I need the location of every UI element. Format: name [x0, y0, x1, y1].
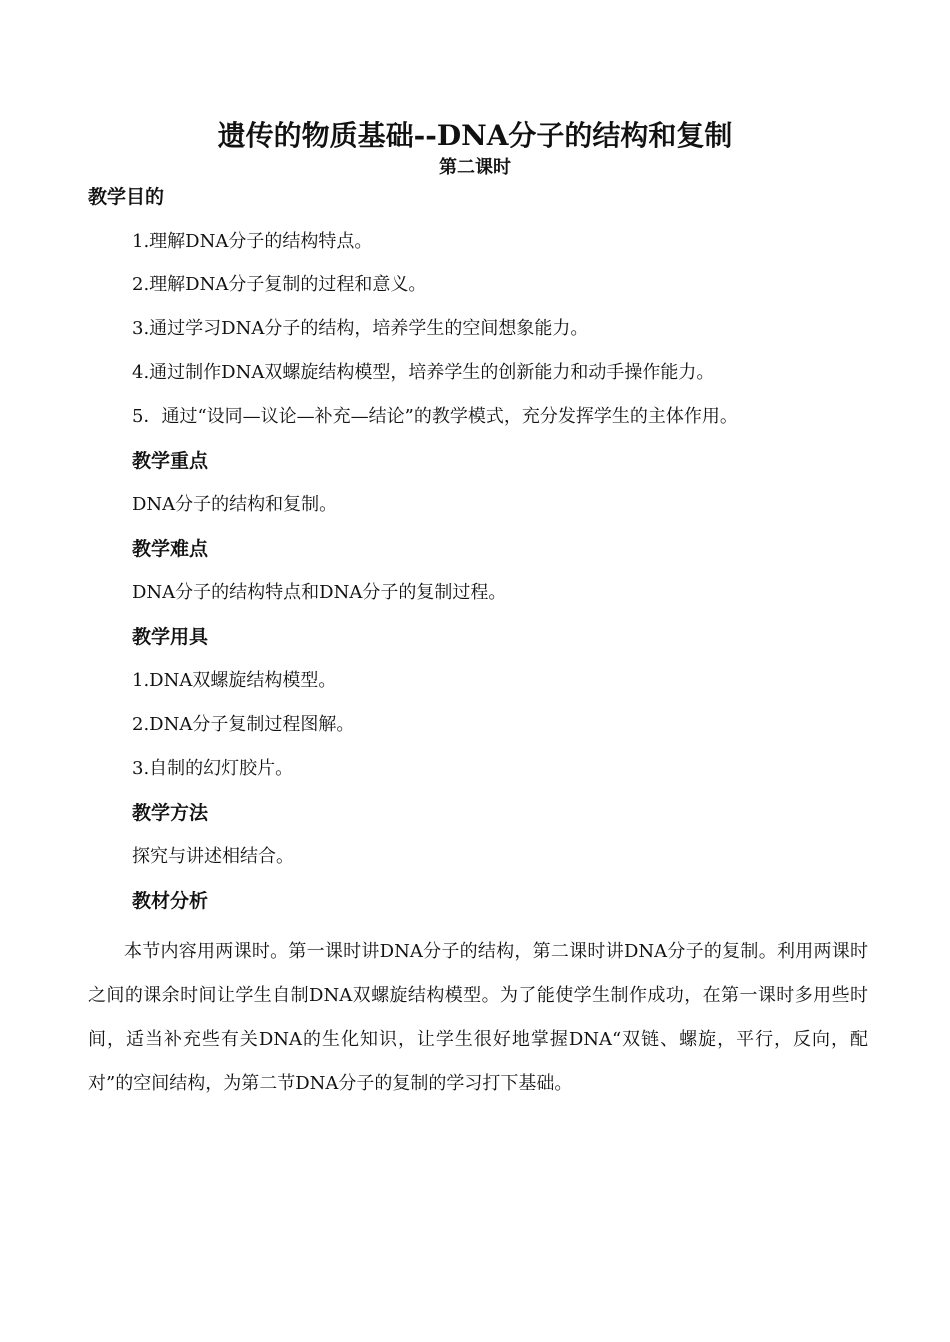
- tool-item: 2.DNA分子复制过程图解。: [132, 714, 355, 735]
- difficulties-text: DNA分子的结构特点和DNA分子的复制过程。: [132, 582, 507, 603]
- objectives-heading: 教学目的: [88, 186, 165, 208]
- key-points-text: DNA分子的结构和复制。: [132, 494, 338, 515]
- objective-item: 1.理解DNA分子的结构特点。: [132, 231, 373, 252]
- methods-heading: 教学方法: [132, 802, 209, 824]
- difficulties-heading: 教学难点: [132, 538, 209, 560]
- tool-item: 1.DNA双螺旋结构模型。: [132, 670, 337, 691]
- objective-item: 4.通过制作DNA双螺旋结构模型，培养学生的创新能力和动手操作能力。: [132, 362, 715, 383]
- document-subtitle: 第二课时: [439, 157, 511, 178]
- methods-text: 探究与讲述相结合。: [132, 846, 294, 867]
- analysis-heading: 教材分析: [132, 890, 209, 912]
- key-points-heading: 教学重点: [132, 450, 209, 472]
- analysis-paragraph: 本节内容用两课时。第一课时讲DNA分子的结构，第二课时讲DNA分子的复制。利用两课时之间的课余时间让学生自制DNA双螺旋结构模型。为了能使学生制作成功，在第一课时多用些时间，适当补充些有关DNA的生化知识，让学生很好地掌握DNA“双链、螺旋，平行，反向，配对”的空间结构，为第二节DNA分子的复制的学习打下基础。: [88, 941, 868, 1094]
- document-title: 遗传的物质基础--DNA分子的结构和复制: [217, 119, 733, 152]
- objective-item: 5．通过“设同—议论—补充—结论”的教学模式，充分发挥学生的主体作用。: [132, 406, 738, 427]
- tool-item: 3.自制的幻灯胶片。: [132, 758, 294, 779]
- objective-item: 3.通过学习DNA分子的结构，培养学生的空间想象能力。: [132, 318, 589, 339]
- tools-heading: 教学用具: [132, 626, 209, 648]
- objective-item: 2.理解DNA分子复制的过程和意义。: [132, 274, 427, 295]
